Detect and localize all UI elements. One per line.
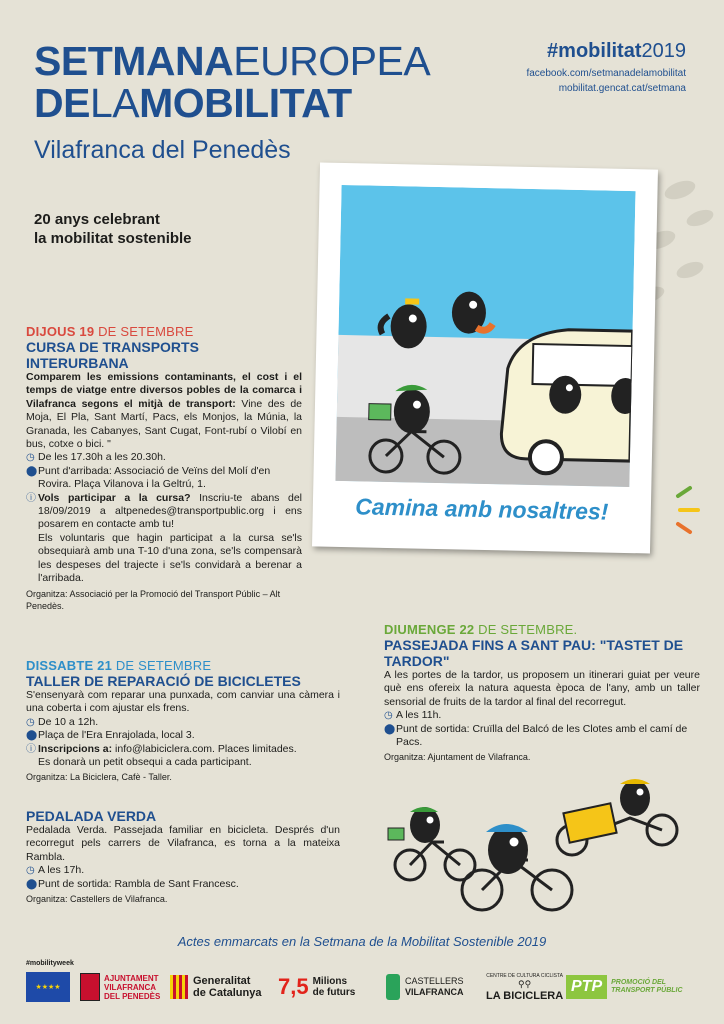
generalitat-logo <box>170 970 261 1004</box>
event-time-text: A les 11h. <box>396 709 442 722</box>
title-mobilitat: MOBILITAT <box>139 80 352 126</box>
eu-logo <box>26 970 70 1004</box>
event-note: Els voluntaris que hagin participat a la cursa se'ls obsequiarà amb una T-10 d'una zona, se'ls compensarà les despeses del trajecte i se'ls convidarà a berenar a l'arribada. <box>38 531 302 585</box>
cyclist-green-icon <box>388 807 475 880</box>
milions-logo <box>278 970 355 1004</box>
links <box>526 66 686 96</box>
event-title: PEDALADA VERDA <box>26 808 157 824</box>
event-place <box>26 465 302 492</box>
location-pin-icon: ⬤ <box>26 730 38 742</box>
poster-illustration <box>335 185 635 487</box>
info-icon: ⓘ <box>26 743 36 755</box>
ptp-badge: PTP <box>566 975 607 999</box>
ptp-line-2: TRANSPORT PÚBLIC <box>611 987 683 994</box>
cargo-bike-icon <box>557 779 677 855</box>
event-day: DIJOUS 19 <box>26 324 95 339</box>
event-time <box>26 864 340 877</box>
ajuntament-line-3: DEL PENEDÈS <box>104 991 161 1001</box>
location-pin-icon: ⬤ <box>26 878 38 890</box>
polaroid-frame <box>312 163 658 554</box>
event-time <box>26 451 302 464</box>
event-organizer: Organitza: Associació per la Promoció del Transport Públic – Alt Penedès. <box>26 588 281 611</box>
event-place <box>26 878 340 891</box>
castellers-logo <box>386 970 464 1004</box>
clock-icon: ◷ <box>26 865 35 877</box>
event-title: TALLER DE REPARACIÓ DE BICICLETES <box>26 673 301 689</box>
event-intro-rest: Vine des de Moja, El Pla, Sant Martí, Pacs, els Monjos, la Múnia, la Granada, les Cabanyes, Sant Cugat, Font-rubí o Vilobí en bus, cotxe o bici. " <box>26 397 303 451</box>
biciclera-logo <box>486 970 563 1004</box>
event-day: DIUMENGE 22 <box>384 622 475 637</box>
event-month: DE SETEMBRE. <box>478 622 578 637</box>
event-description <box>26 371 302 451</box>
event-info-rest: info@labiciclera.com. Places limitades. <box>112 742 297 755</box>
event-month: DE SETEMBRE <box>98 324 194 339</box>
bicycle-icon: ⚲⚲ <box>518 978 532 989</box>
event-info-bold: Inscripcions a: <box>38 742 113 755</box>
location-pin-icon: ⬤ <box>26 465 38 477</box>
castellers-line-1: CASTELLERS <box>405 976 464 986</box>
clock-icon: ◷ <box>26 716 35 728</box>
castellers-line-2: VILAFRANCA <box>405 987 464 997</box>
ajuntament-line-1: AJUNTAMENT <box>104 973 159 983</box>
event-time <box>26 716 340 729</box>
event-place <box>26 729 340 742</box>
castellers-icon <box>386 974 400 1000</box>
event-date <box>26 658 340 673</box>
event-info <box>26 743 340 756</box>
event-day: DISSABTE 21 <box>26 658 113 673</box>
event-time <box>384 709 700 722</box>
event-title: PASSEJADA FINS A SANT PAU: "TASTET DE TARDOR" <box>384 637 684 669</box>
facebook-link[interactable]: facebook.com/setmanadelamobilitat <box>526 68 686 79</box>
event-note: Es donarà un petit obsequi a cada participant. <box>38 756 252 769</box>
title-line-2 <box>34 82 352 124</box>
footer-statement: Actes emmarcats en la Setmana de la Mobilitat Sostenible 2019 <box>177 934 547 949</box>
event-place-text: Punt de sortida: Cruïlla del Balcó de les Clotes amb el camí de Pacs. <box>396 722 688 749</box>
title-europea: EUROPEA <box>233 38 431 84</box>
generalitat-line-2: de Catalunya <box>193 987 262 999</box>
event-time-text: A les 17h. <box>38 864 85 877</box>
event-month: DE SETEMBRE <box>115 658 212 673</box>
ptp-logo <box>566 970 683 1004</box>
tagline-line-2: la mobilitat sostenible <box>34 230 192 247</box>
info-icon: ⓘ <box>26 492 36 504</box>
generalitat-line-1: Generalitat <box>193 975 251 987</box>
event-place-text: Punt d'arribada: Associació de Veïns del Molí d'en Rovira. Plaça Vilanova i la Geltrú, 1. <box>38 464 271 491</box>
event-sunday <box>384 622 700 763</box>
event-saturday <box>26 658 340 783</box>
title-de: DE <box>34 80 90 126</box>
town-name: Vilafranca del Penedès <box>34 136 291 164</box>
hashtag-year: 2019 <box>641 40 686 62</box>
cyclist-blue-icon <box>462 824 572 910</box>
event-place-text: Plaça de l'Era Enrajolada, local 3. <box>38 729 195 742</box>
clock-icon: ◷ <box>26 452 35 464</box>
location-pin-icon: ⬤ <box>384 723 396 735</box>
slogan: Camina amb nosaltres! <box>355 493 609 525</box>
ajuntament-shield-icon <box>80 973 100 1001</box>
event-intro-bold: Comparem les emissions contaminants, el cost i el temps de viatge entre diversos pobles de la comarca i Vilafranca segons el mitjà de transport: <box>26 371 302 410</box>
hashtag <box>547 40 686 63</box>
cyclists-illustration <box>380 770 700 920</box>
event-description: S'ensenyarà com reparar una punxada, com canviar una càmera i una coberta i com ajustar els frens. <box>26 689 340 715</box>
event-date <box>384 622 700 637</box>
milions-line-1: Milions <box>312 976 348 987</box>
milions-line-2: de futurs <box>312 987 356 998</box>
event-info <box>26 492 302 532</box>
event-thursday <box>26 324 302 612</box>
event-place-text: Punt de sortida: Rambla de Sant Francesc. <box>38 877 239 890</box>
senyera-icon <box>170 975 188 999</box>
event-info-rest: Inscriu-te abans del 18/09/2019 a altpenedes@transportpublic.org i ens posarem en contacte amb tu! <box>38 491 302 531</box>
event-organizer: Organitza: La Biciclera, Cafè - Taller. <box>26 772 172 783</box>
event-time-text: De 10 a 12h. <box>38 715 99 728</box>
event-description: A les portes de la tardor, us proposem un itinerari guiat per veure què ens ofereix la natura aquesta època de l'any, amb un taller sensorial de fruits de la tardor al final del recorregut. <box>384 669 700 708</box>
web-link[interactable]: mobilitat.gencat.cat/setmana <box>558 83 686 94</box>
ajuntament-logo <box>80 970 160 1004</box>
biciclera-top: CENTRE DE CULTURA CICLISTA <box>486 972 563 979</box>
title-line-1 <box>34 40 430 82</box>
event-pedalada <box>26 808 340 905</box>
event-title: CURSA DE TRANSPORTS INTERURBANA <box>26 339 199 371</box>
milions-number: 7,5 <box>278 974 309 999</box>
event-date <box>26 324 302 339</box>
title-setmana: SETMANA <box>34 38 234 84</box>
event-info-bold: Vols participar a la cursa? <box>38 491 191 504</box>
event-time-text: De les 17.30h a les 20.30h. <box>38 451 166 464</box>
sparkle-decoration <box>672 480 712 540</box>
tagline <box>34 210 192 248</box>
event-organizer: Organitza: Ajuntament de Vilafranca. <box>384 752 531 763</box>
clock-icon: ◷ <box>384 710 393 722</box>
event-place <box>384 723 700 750</box>
title-la: LA <box>89 80 140 126</box>
ajuntament-line-2: VILAFRANCA <box>104 982 156 992</box>
biciclera-name: LA BICICLERA <box>486 989 564 1002</box>
hashtag-text: #mobilitat <box>547 40 642 62</box>
mobility-week-tag: #mobilityweek <box>26 960 74 967</box>
tagline-line-1: 20 anys celebrant <box>34 211 160 228</box>
event-organizer: Organitza: Castellers de Vilafranca. <box>26 894 168 905</box>
ptp-line-1: PROMOCIÓ DEL <box>611 979 666 986</box>
event-description: Pedalada Verda. Passejada familiar en bicicleta. Després d'un recorregut pels carrers de Vilafranca, es torna a la mateixa Rambla. <box>26 824 340 863</box>
eu-flag-icon: ★★★★ <box>26 972 70 1002</box>
